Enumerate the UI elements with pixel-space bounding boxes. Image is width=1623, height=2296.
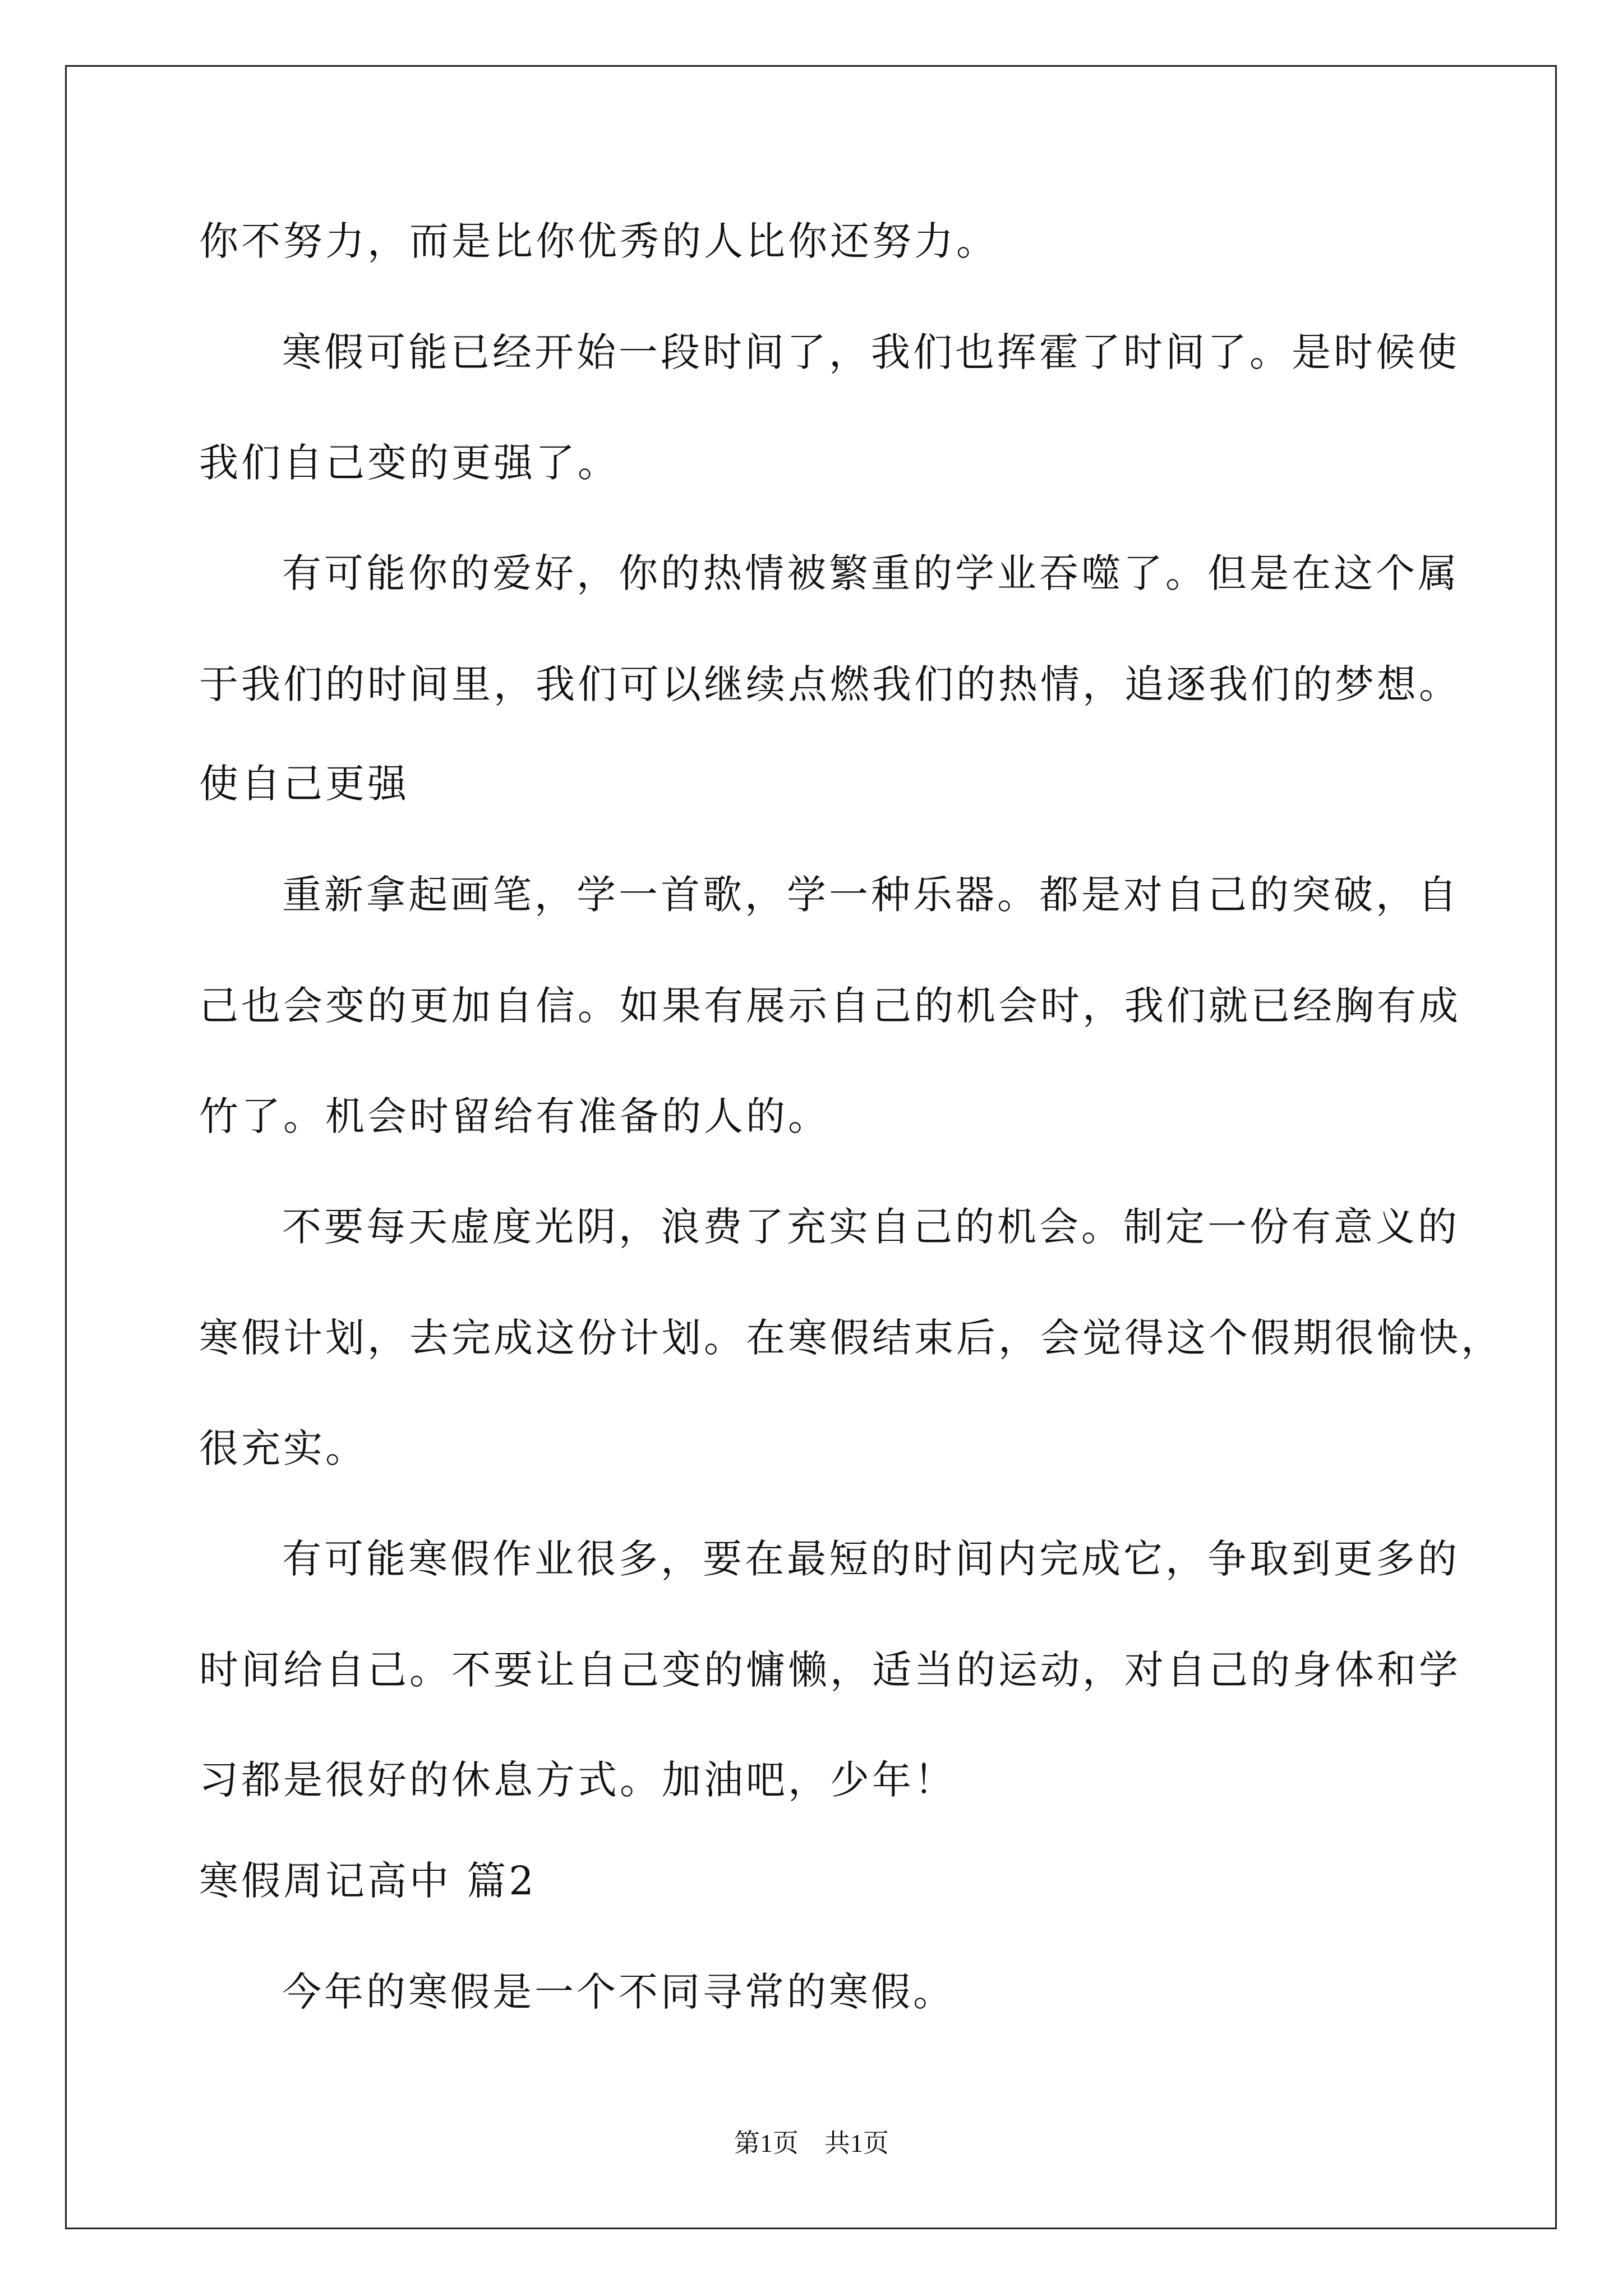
paragraph-start: 寒假可能已经开始一段时间了，我们也挥霍了时间了。是时候使 bbox=[282, 329, 1460, 375]
text-line: 习都是很好的休息方式。加油吧，少年！ bbox=[199, 1757, 956, 1803]
paragraph-start: 重新拿起画笔，学一首歌，学一种乐器。都是对自己的突破，自 bbox=[282, 872, 1460, 918]
text-line: 竹了。机会时留给有准备的人的。 bbox=[199, 1093, 830, 1139]
text-line: 你不努力，而是比你优秀的人比你还努力。 bbox=[199, 218, 998, 264]
paragraph-start: 有可能你的爱好，你的热情被繁重的学业吞噬了。但是在这个属 bbox=[282, 550, 1460, 596]
section-subheading: 使自己更强 bbox=[199, 761, 409, 807]
text-line: 很充实。 bbox=[199, 1425, 367, 1471]
paragraph-start: 有可能寒假作业很多，要在最短的时间内完成它，争取到更多的 bbox=[282, 1536, 1460, 1582]
section-heading: 寒假周记高中 篇2 bbox=[199, 1858, 537, 1904]
text-line: 我们自己变的更强了。 bbox=[199, 440, 620, 486]
text-line: 己也会变的更加自信。如果有展示自己的机会时，我们就已经胸有成 bbox=[199, 983, 1461, 1029]
paragraph-start: 不要每天虚度光阴，浪费了充实自己的机会。制定一份有意义的 bbox=[282, 1204, 1460, 1250]
text-line: 寒假计划，去完成这份计划。在寒假结束后，会觉得这个假期很愉快， bbox=[199, 1315, 1503, 1361]
text-line: 时间给自己。不要让自己变的慵懒，适当的运动，对自己的身体和学 bbox=[199, 1647, 1461, 1693]
page-frame bbox=[65, 65, 1557, 2229]
text-line: 于我们的时间里，我们可以继续点燃我们的热情，追逐我们的梦想。 bbox=[199, 661, 1461, 707]
paragraph-start: 今年的寒假是一个不同寻常的寒假。 bbox=[282, 1969, 955, 2015]
page-number-footer: 第1页 共1页 bbox=[734, 2129, 889, 2157]
